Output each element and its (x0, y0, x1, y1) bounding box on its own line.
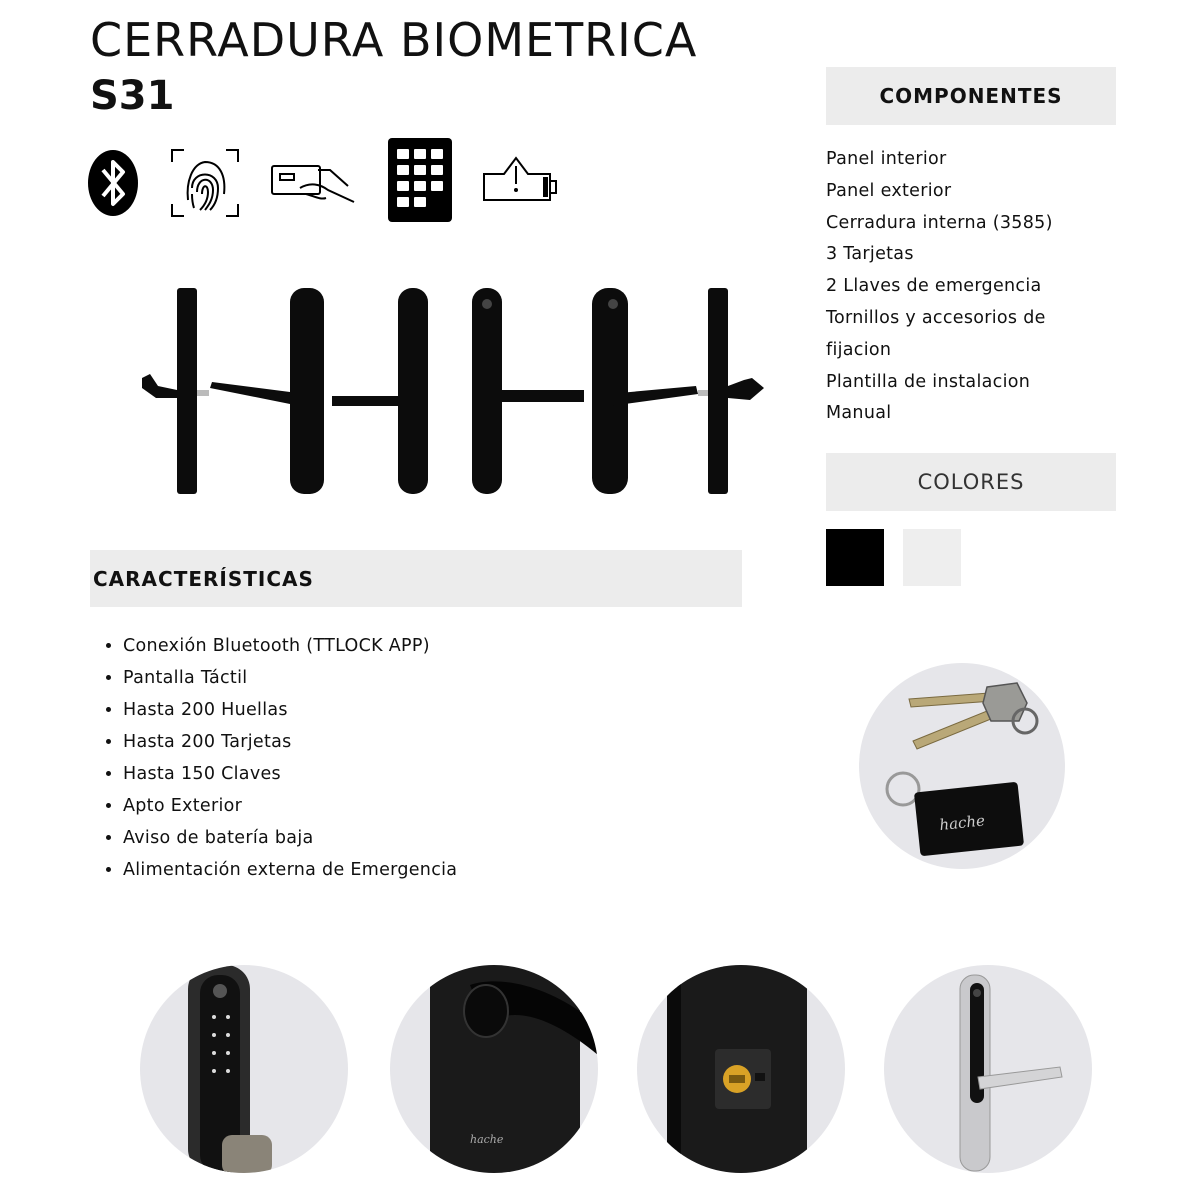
list-item: Manual (826, 403, 892, 424)
keys-and-card-photo (859, 663, 1065, 869)
bluetooth-icon (86, 148, 140, 218)
low-battery-icon (482, 154, 560, 204)
model-name: S31 (90, 73, 175, 119)
detail-photo-emergency-port (637, 965, 845, 1173)
detail-photo-silver-lock (884, 965, 1092, 1173)
page-title: CERRADURA BIOMETRICA (90, 13, 698, 67)
detail-photo-handle (390, 965, 598, 1173)
colores-heading: COLORES (826, 453, 1116, 511)
componentes-heading: COMPONENTES (826, 67, 1116, 125)
caracteristicas-list (90, 630, 457, 886)
list-item: 2 Llaves de emergencia (826, 276, 1042, 297)
list-item: • Hasta 200 Tarjetas (123, 726, 457, 758)
color-swatch-black (826, 529, 884, 586)
feature-icons (84, 138, 564, 228)
keytag-logo-text: hache (938, 811, 986, 835)
lock-product-photo (130, 282, 770, 502)
list-item: 3 Tarjetas (826, 244, 914, 265)
list-item: Cerradura interna (3585) (826, 212, 1053, 233)
detail-logo-text: hache (470, 1133, 504, 1146)
list-item: • Conexión Bluetooth (TTLOCK APP) (123, 630, 457, 662)
list-item: Plantilla de instalacion (826, 371, 1031, 392)
keypad-icon (388, 138, 452, 222)
caracteristicas-heading: CARACTERÍSTICAS (90, 550, 742, 607)
fingerprint-icon (170, 148, 240, 218)
list-item: • Aviso de batería baja (123, 822, 457, 854)
componentes-list (826, 144, 1086, 430)
list-item: Panel exterior (826, 180, 952, 201)
list-item: Tornillos y accesorios de fijacion (826, 307, 1046, 360)
list-item: Panel interior (826, 149, 947, 169)
list-item: • Pantalla Táctil (123, 662, 457, 694)
list-item: • Apto Exterior (123, 790, 457, 822)
detail-photo-keypad (140, 965, 348, 1173)
list-item: • Hasta 150 Claves (123, 758, 457, 790)
list-item: • Alimentación externa de Emergencia (123, 854, 457, 886)
list-item: • Hasta 200 Huellas (123, 694, 457, 726)
card-icon (270, 160, 356, 206)
color-swatch-white (903, 529, 961, 586)
